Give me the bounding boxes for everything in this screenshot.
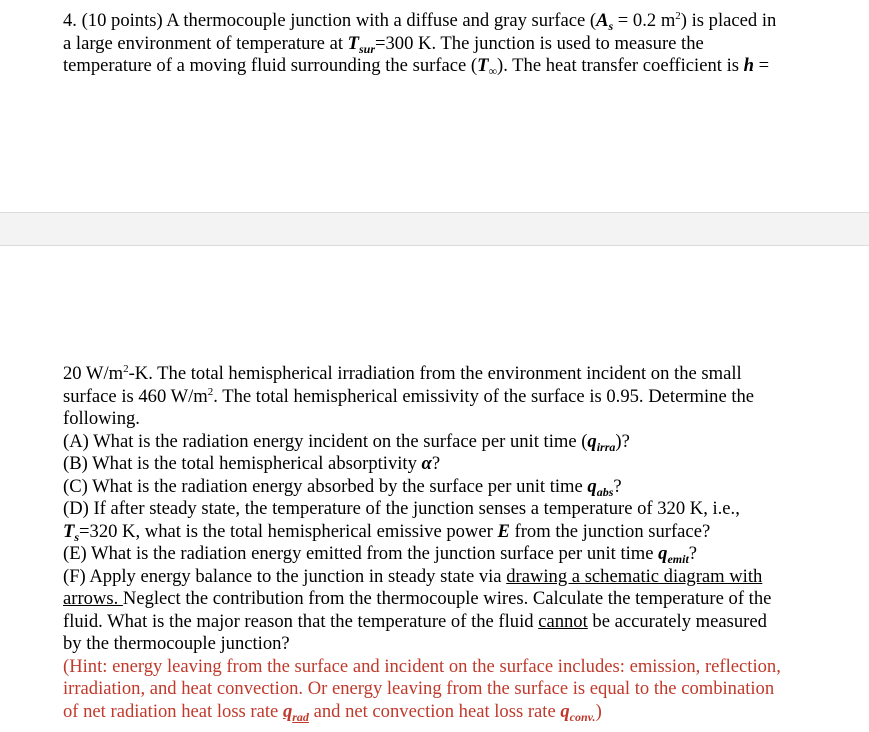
- text: =320 K, what is the total hemispherical emissive power: [79, 520, 498, 542]
- text: ). The heat transfer coefficient is: [497, 55, 744, 76]
- intro-line-3: [63, 55, 823, 78]
- temp-symbol: T: [477, 55, 489, 76]
- question-a: [63, 431, 823, 454]
- superscript: 2: [123, 363, 129, 375]
- text: (A) What is the radiation energy incident on the surface per unit time (: [63, 430, 588, 452]
- q-subscript: emit: [667, 552, 689, 566]
- hint-line-1: (Hint: energy leaving from the surface and incident on the surface includes: emission, reflection,: [63, 655, 781, 677]
- q-subscript: conv.: [569, 709, 596, 724]
- temp-subscript: ∞: [488, 64, 498, 78]
- text: a large environment of temperature at: [63, 32, 348, 54]
- q-symbol: q: [658, 543, 668, 564]
- q-symbol: q: [587, 430, 597, 452]
- superscript: 2: [207, 385, 214, 398]
- text: )?: [615, 430, 630, 452]
- e-symbol: E: [497, 520, 510, 542]
- text: =: [753, 55, 770, 76]
- text: ): [595, 700, 602, 722]
- question-d-line-2: [63, 521, 823, 544]
- q-subscript: irra: [596, 439, 616, 454]
- question-e: [63, 543, 823, 566]
- temp-symbol: T: [347, 32, 359, 54]
- page-edge-top: [0, 212, 869, 213]
- q-symbol: q: [282, 700, 293, 722]
- text: 4. (10 points) A thermocouple junction with a diffuse and gray surface (: [63, 10, 597, 31]
- area-subscript: s: [608, 19, 614, 33]
- cont-line-1: [63, 363, 823, 386]
- text: . The total hemispherical emissivity of the surface is 0.95. Determine the: [213, 385, 755, 407]
- hint-line-3: [63, 701, 823, 724]
- temp-subscript: sur: [359, 41, 376, 56]
- temp-subscript: s: [74, 529, 80, 544]
- text: of net radiation heat loss rate: [63, 700, 283, 722]
- text: (C) What is the radiation energy absorbed by the surface per unit time: [63, 475, 588, 497]
- text: temperature of a moving fluid surrounding the surface (: [63, 55, 478, 76]
- question-f-line-4: by the thermocouple junction?: [63, 633, 290, 654]
- underlined-text: cannot: [538, 610, 588, 632]
- text: be accurately measured: [587, 610, 767, 632]
- text: 20 W/m: [63, 363, 124, 384]
- alpha-symbol: α: [421, 453, 432, 474]
- hint-line-2: irradiation, and heat convection. Or energy leaving from the surface is equal to the combination: [63, 678, 775, 699]
- q-symbol: q: [587, 475, 597, 497]
- q-subscript: abs: [596, 484, 614, 499]
- page-gap: [0, 212, 869, 246]
- underlined-text: arrows.: [63, 588, 123, 609]
- q-subscript: rad: [292, 709, 309, 724]
- question-b: [63, 453, 823, 476]
- cont-line-2: [63, 386, 823, 409]
- text: ?: [688, 543, 698, 564]
- question-d-line-1: (D) If after steady state, the temperature of the junction senses a temperature of 320 K, i.e.,: [63, 498, 740, 519]
- problem-continuation: [63, 363, 823, 723]
- question-f-line-2: [63, 588, 823, 611]
- text: ?: [613, 475, 622, 497]
- intro-line-2: [63, 33, 823, 56]
- text: (E) What is the radiation energy emitted from the junction surface per unit time: [63, 543, 659, 564]
- area-symbol: A: [596, 10, 609, 31]
- text: (B) What is the total hemispherical absorptivity: [63, 453, 422, 474]
- text: surface is 460 W/m: [63, 385, 208, 407]
- text: -K. The total hemispherical irradiation from the environment incident on the small: [128, 363, 742, 384]
- text: ?: [431, 453, 441, 474]
- text: and net convection heat loss rate: [308, 700, 561, 722]
- q-symbol: q: [560, 700, 570, 722]
- question-f-line-1: [63, 566, 823, 589]
- text: fluid. What is the major reason that the temperature of the fluid: [63, 610, 539, 632]
- h-symbol: h: [743, 55, 754, 76]
- text: ) is placed in: [680, 10, 777, 31]
- cont-line-3: following.: [63, 408, 140, 429]
- text: (F) Apply energy balance to the junction in steady state via: [63, 565, 507, 587]
- text: = 0.2 m: [613, 10, 676, 31]
- intro-line-1: [63, 10, 823, 33]
- superscript: 2: [675, 10, 681, 22]
- temp-symbol: T: [63, 520, 75, 542]
- text: from the junction surface?: [509, 520, 711, 542]
- underlined-text: drawing a schematic diagram with: [506, 565, 763, 587]
- question-c: [63, 476, 823, 499]
- problem-intro: [63, 10, 823, 78]
- text: Neglect the contribution from the thermocouple wires. Calculate the temperature of the: [122, 588, 772, 609]
- question-f-line-3: [63, 611, 823, 634]
- text: =300 K. The junction is used to measure the: [375, 32, 704, 54]
